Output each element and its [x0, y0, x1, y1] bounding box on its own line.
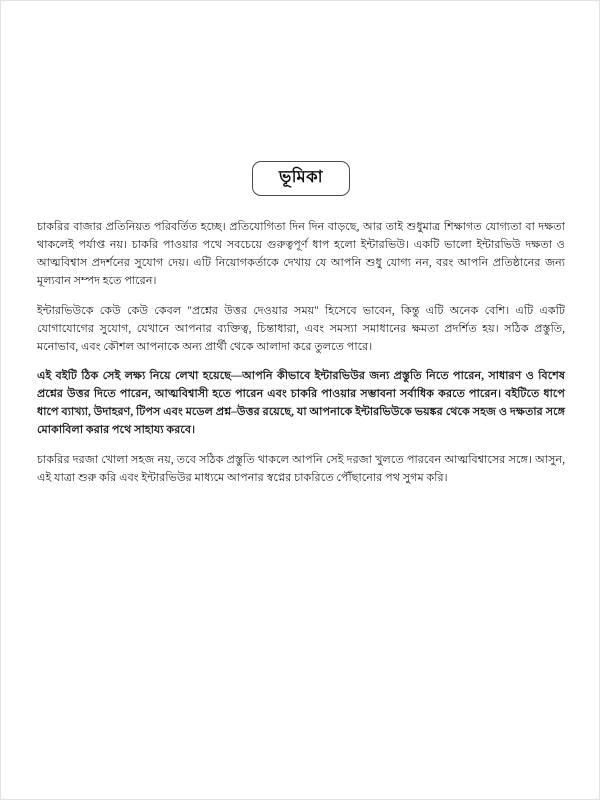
body-text	[37, 218, 565, 487]
paragraph-1: চাকরির বাজার প্রতিনিয়ত পরিবর্তিত হচ্ছে। প্রতিযোগিতা দিন দিন বাড়ছে, আর তাই শুধুমাত্র শিক্ষাগত যোগ্যতা বা দক্ষতা থাকলেই পর্যাপ্ত নয়। চাকরি পাওয়ার পথে সবচেয়ে গুরুত্বপূর্ণ ধাপ হলো ইন্টারভিউ। একটি ভালো ইন্টারভিউ দক্ষতা ও আত্মবিশ্বাস প্রদর্শনের সুযোগ দেয়। এটি নিয়োগকর্তাকে দেখায় যে আপনি শুধু যোগ্য নন, বরং আপনি প্রতিষ্ঠানের জন্য মূল্যবান সম্পদ হতে পারেন।	[37, 220, 565, 288]
heading-container	[37, 161, 565, 196]
page-title: ভূমিকা	[252, 161, 350, 196]
page-content	[37, 1, 565, 498]
paragraph-2: ইন্টারভিউকে কেউ কেউ কেবল "প্রশ্নের উত্তর দেওয়ার সময়" হিসেবে ভাবেন, কিন্তু এটি অনেক বেশি। এটি একটি যোগাযোগের সুযোগ, যেখানে আপনার ব্যক্তিত্ব, চিন্তাধারা, এবং সমস্যা সমাধানের ক্ষমতা প্রদর্শিত হয়। সঠিক প্রস্তুতি, মনোভাব, এবং কৌশল আপনাকে অন্য প্রার্থী থেকে আলাদা করে তুলতে পারে।	[37, 304, 565, 353]
paragraph-4: চাকরির দরজা খোলা সহজ নয়, তবে সঠিক প্রস্তুতি থাকলে আপনি সেই দরজা খুলতে পারবেন আত্মবিশ্বাসের সঙ্গে। আসুন, এই যাত্রা শুরু করি এবং ইন্টারভিউর মাধ্যমে আপনার স্বপ্নের চাকরিতে পৌঁছানোর পথ সুগম করি।	[37, 453, 565, 484]
paragraph-3: এই বইটি ঠিক সেই লক্ষ্য নিয়ে লেখা হয়েছে—আপনি কীভাবে ইন্টারভিউর জন্য প্রস্তুতি নিতে পারেন, সাধারণ ও বিশেষ প্রশ্নের উত্তর দিতে পারেন, আত্মবিশ্বাসী হতে পারেন এবং চাকরি পাওয়ার সম্ভাবনা সর্বাধিক করতে পারেন। বইটিতে ধাপে ধাপে ব্যাখ্যা, উদাহরণ, টিপস এবং মডেল প্রশ্ন–উত্তর রয়েছে, যা আপনাকে ইন্টারভিউকে ভয়ঙ্কর থেকে সহজ ও দক্ষতার সঙ্গে মোকাবিলা করার পথে সাহায্য করবে।	[37, 369, 565, 437]
